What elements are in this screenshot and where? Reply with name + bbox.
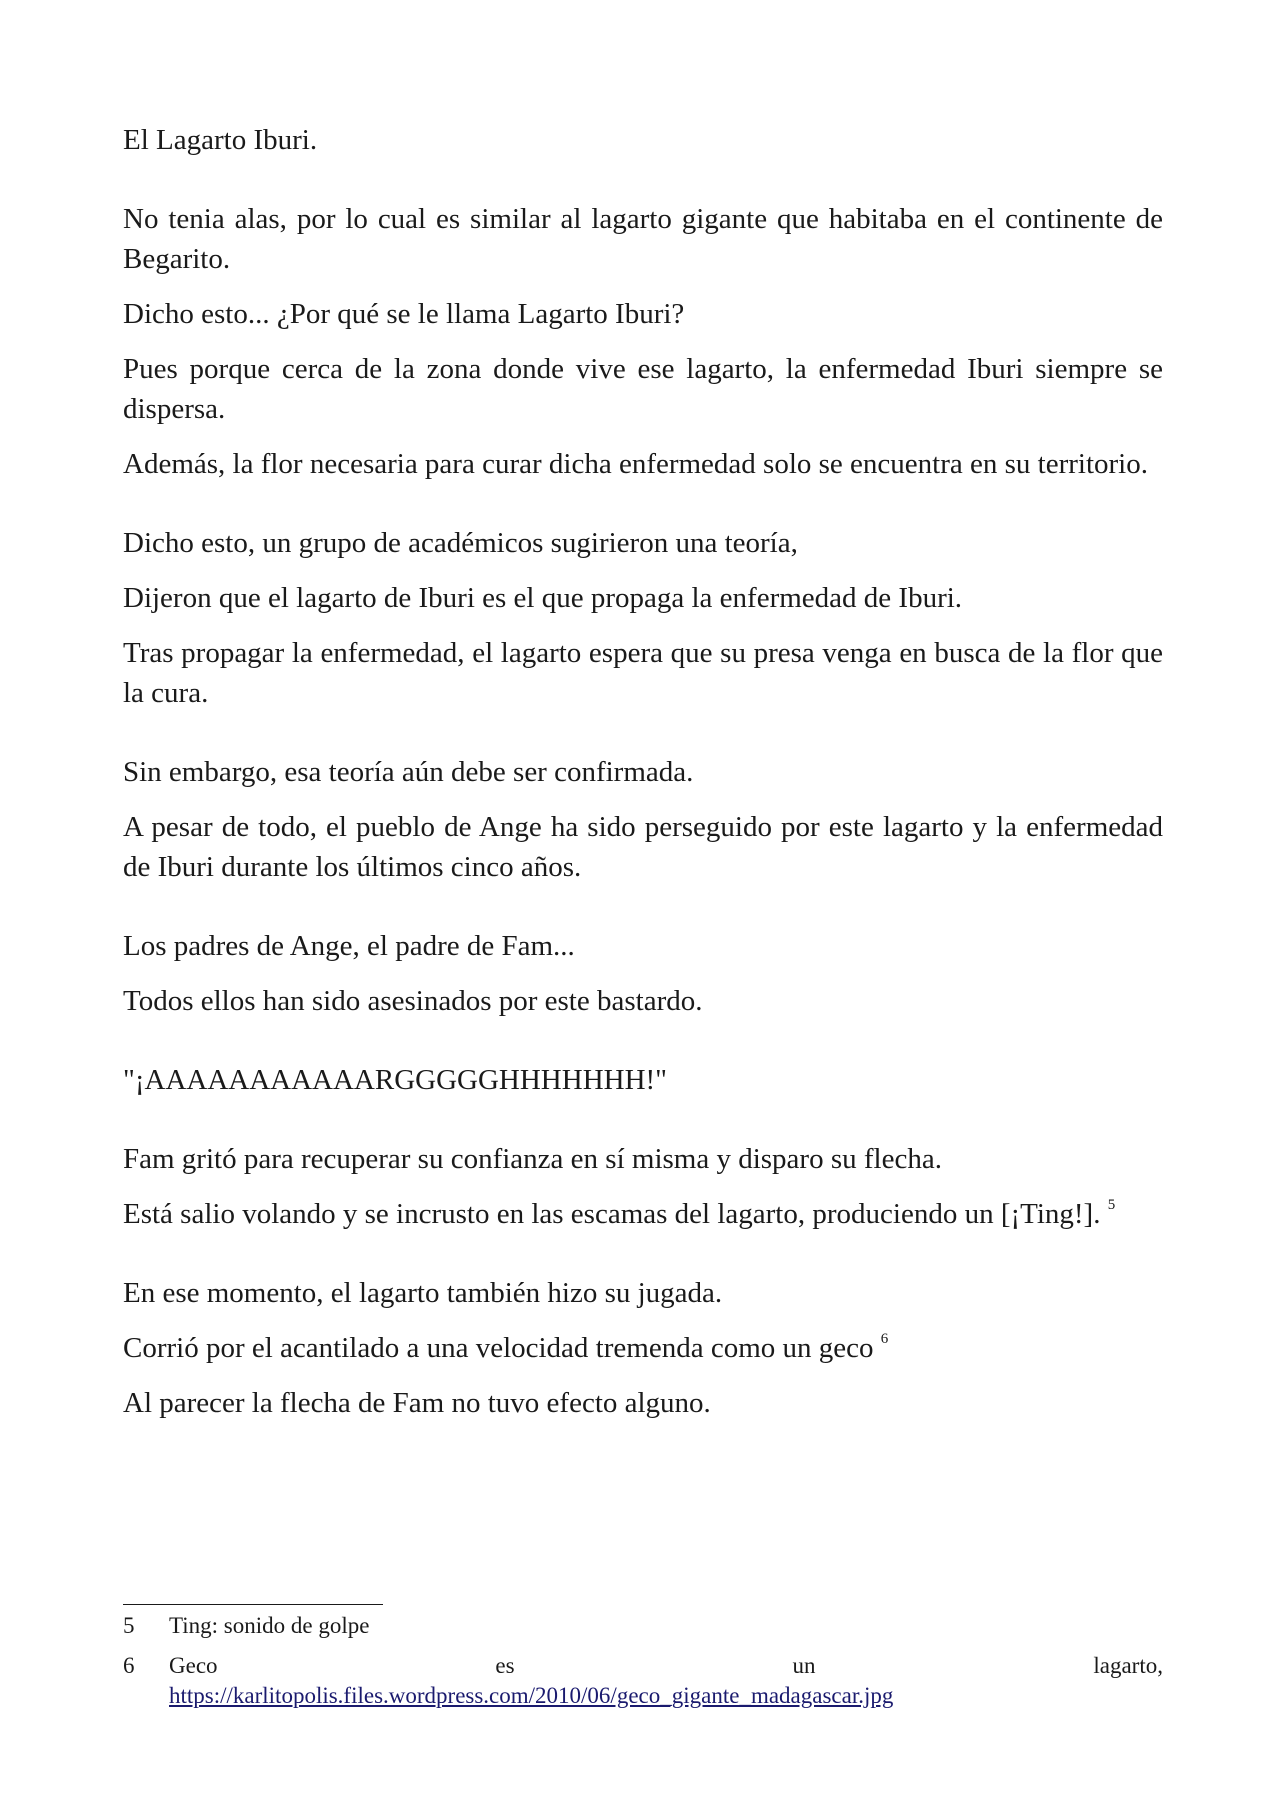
- paragraph-text: No tenia alas, por lo cual es similar al lagarto gigante que habitaba en el continente de Begarito.: [123, 203, 1163, 275]
- footnote-word: Geco: [169, 1653, 218, 1678]
- paragraph: [123, 199, 1163, 279]
- paragraph: [123, 1383, 1163, 1423]
- paragraph: [123, 523, 1163, 563]
- paragraph: [123, 1328, 1163, 1368]
- footnotes: [123, 1611, 1163, 1721]
- document-body: [123, 120, 1163, 1438]
- paragraph: [123, 1060, 1163, 1100]
- footnote-6: [123, 1651, 1163, 1711]
- footnote-word: lagarto,: [1093, 1653, 1163, 1678]
- footnote-word: un: [792, 1653, 816, 1678]
- paragraph: [123, 1273, 1163, 1313]
- paragraph-text: El Lagarto Iburi.: [123, 124, 318, 156]
- paragraph-text: Al parecer la flecha de Fam no tuvo efecto alguno.: [123, 1387, 711, 1419]
- paragraph-text: Pues porque cerca de la zona donde vive ese lagarto, la enfermedad Iburi siempre se dispersa.: [123, 353, 1163, 425]
- footnote-link[interactable]: https://karlitopolis.files.wordpress.com/2010/06/geco_gigante_madagascar.jpg: [169, 1683, 894, 1708]
- paragraph: [123, 1139, 1163, 1179]
- paragraph: [123, 120, 1163, 160]
- paragraph-text: Además, la flor necesaria para curar dicha enfermedad solo se encuentra en su territorio.: [123, 448, 1148, 480]
- paragraph: [123, 633, 1163, 713]
- footnote-reference[interactable]: 6: [880, 1331, 889, 1347]
- paragraph-text: Fam gritó para recuperar su confianza en sí misma y disparo su flecha.: [123, 1143, 942, 1175]
- paragraph: [123, 807, 1163, 887]
- paragraph-text: Dicho esto... ¿Por qué se le llama Lagarto Iburi?: [123, 298, 685, 330]
- footnote-number: 5: [123, 1613, 135, 1638]
- paragraph-text: Corrió por el acantilado a una velocidad tremenda como un geco: [123, 1332, 874, 1364]
- paragraph: [123, 752, 1163, 792]
- paragraph-text: Dicho esto, un grupo de académicos sugirieron una teoría,: [123, 527, 798, 559]
- paragraph: [123, 294, 1163, 334]
- footnote-separator: [123, 1604, 383, 1605]
- paragraph-text: Tras propagar la enfermedad, el lagarto espera que su presa venga en busca de la flor que la cura.: [123, 637, 1163, 709]
- footnote-reference[interactable]: 5: [1107, 1197, 1116, 1213]
- paragraph: [123, 1194, 1163, 1234]
- paragraph-text: A pesar de todo, el pueblo de Ange ha sido perseguido por este lagarto y la enfermedad de Iburi durante los últimos cinco años.: [123, 811, 1163, 883]
- paragraph-text: "¡AAAAAAAAAAARGGGGGHHHHHHH!": [123, 1064, 668, 1096]
- paragraph-text: Está salio volando y se incrusto en las escamas del lagarto, produciendo un [¡Ting!].: [123, 1198, 1101, 1230]
- footnote-text-line: [169, 1651, 1163, 1681]
- paragraph: [123, 444, 1163, 484]
- footnote-number: 6: [123, 1653, 135, 1678]
- footnote-text: Ting: sonido de golpe: [169, 1613, 370, 1638]
- footnote-word: es: [495, 1653, 515, 1678]
- paragraph: [123, 981, 1163, 1021]
- paragraph: [123, 926, 1163, 966]
- paragraph-text: Todos ellos han sido asesinados por este bastardo.: [123, 985, 703, 1017]
- paragraph-text: Dijeron que el lagarto de Iburi es el que propaga la enfermedad de Iburi.: [123, 582, 963, 614]
- paragraph-text: Los padres de Ange, el padre de Fam...: [123, 930, 575, 962]
- paragraph: [123, 349, 1163, 429]
- paragraph: [123, 578, 1163, 618]
- paragraph-text: En ese momento, el lagarto también hizo su jugada.: [123, 1277, 723, 1309]
- footnote-5: [123, 1611, 1163, 1641]
- paragraph-text: Sin embargo, esa teoría aún debe ser confirmada.: [123, 756, 694, 788]
